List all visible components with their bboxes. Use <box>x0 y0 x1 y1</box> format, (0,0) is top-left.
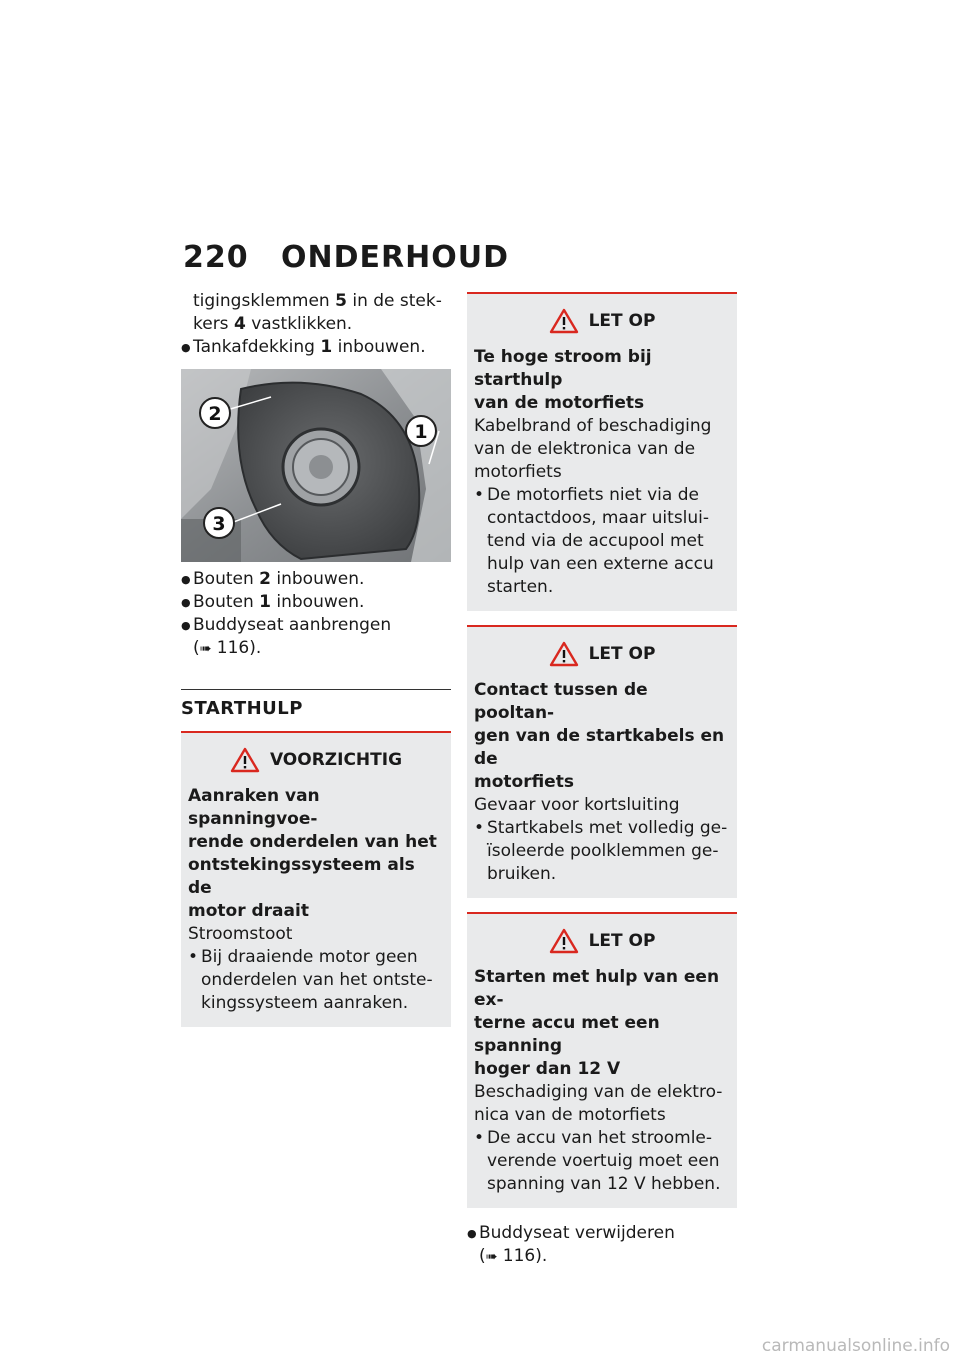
notice-bullet-2: • Startkabels met volledig ge- ïsoleerde poolklemmen ge- bruiken. <box>474 817 730 886</box>
warning-triangle-icon <box>549 641 579 667</box>
tank-cover-illustration <box>181 369 451 562</box>
notice-title-3: Starten met hulp van een ex- terne accu met een spanning hoger dan 12 V <box>474 967 720 1079</box>
page-ref-arrow-icon: ➠ <box>199 641 212 657</box>
notice-bullet-1: • De motorfiets niet via de contactdoos, maar uitslui- tend via de accupool met hulp van een externe accu starten. <box>474 484 730 599</box>
step-buddyseat-mount: ● Buddyseat aanbrengen (➠ 116). <box>181 614 451 661</box>
notice-text-1: Kabelbrand of beschadiging van de elektronica van de motorfiets <box>474 416 712 482</box>
caution-text: Stroomstoot <box>188 924 293 944</box>
notice-bullet-3: • De accu van het stroomle- verende voertuig moet een spanning van 12 V hebben. <box>474 1127 730 1196</box>
continued-step: tigingsklemmen 5 in de stek- kers 4 vastklikken. <box>193 291 442 334</box>
notice-header-3 <box>474 928 730 954</box>
chapter-title: ONDERHOUD <box>281 240 509 275</box>
page-number: 220 <box>183 240 249 275</box>
section-divider <box>181 689 451 690</box>
notice-label-1: LET OP <box>588 311 656 331</box>
step-bouten-2: ● Bouten 2 inbouwen. <box>181 568 451 591</box>
notice-text-3: Beschadiging van de elektro- nica van de motorfiets <box>474 1082 723 1125</box>
step-buddyseat-remove: ● Buddyseat verwijderen (➠ 116). <box>467 1222 737 1269</box>
left-column <box>181 290 451 1041</box>
right-column <box>467 292 737 1269</box>
notice-header-1 <box>474 308 730 334</box>
tank-cover-photo <box>181 369 451 562</box>
notice-header-2 <box>474 641 730 667</box>
notice-text-2: Gevaar voor kortsluiting <box>474 795 680 815</box>
notice-title-1: Te hoge stroom bij starthulp van de motorfiets <box>474 347 652 413</box>
caution-label: VOORZICHTIG <box>269 750 403 770</box>
notice-label-2: LET OP <box>588 644 656 664</box>
caution-header <box>188 747 444 773</box>
photo-label-1: 1 <box>414 421 428 443</box>
section-title: STARTHULP <box>181 698 303 719</box>
caution-bullet: • Bij draaiende motor geen onderdelen van het ontste- kingssysteem aanraken. <box>188 946 444 1015</box>
warning-triangle-icon <box>230 747 260 773</box>
page-ref-arrow-icon: ➠ <box>485 1249 498 1265</box>
page-header <box>183 240 509 275</box>
caution-title: Aanraken van spanningvoe- rende onderdelen van het ontstekingssysteem als de motor draait <box>188 786 437 921</box>
warning-triangle-icon <box>549 928 579 954</box>
caution-box <box>181 731 451 1027</box>
photo-label-3: 3 <box>212 513 226 535</box>
notice-box-3 <box>467 912 737 1208</box>
notice-box-2 <box>467 625 737 898</box>
page-ref-link[interactable]: 116). <box>497 1246 548 1266</box>
warning-triangle-icon <box>549 308 579 334</box>
notice-box-1 <box>467 292 737 611</box>
step-bouten-1: ● Bouten 1 inbouwen. <box>181 591 451 614</box>
step-tank-cover: ● Tankafdekking 1 inbouwen. <box>181 336 451 359</box>
watermark: carmanualsonline.info <box>761 1336 950 1356</box>
notice-title-2: Contact tussen de pooltan- gen van de startkabels en de motorfiets <box>474 680 725 792</box>
page-ref-link[interactable]: 116). <box>211 638 262 658</box>
photo-label-2: 2 <box>208 403 222 425</box>
notice-label-3: LET OP <box>588 931 656 951</box>
